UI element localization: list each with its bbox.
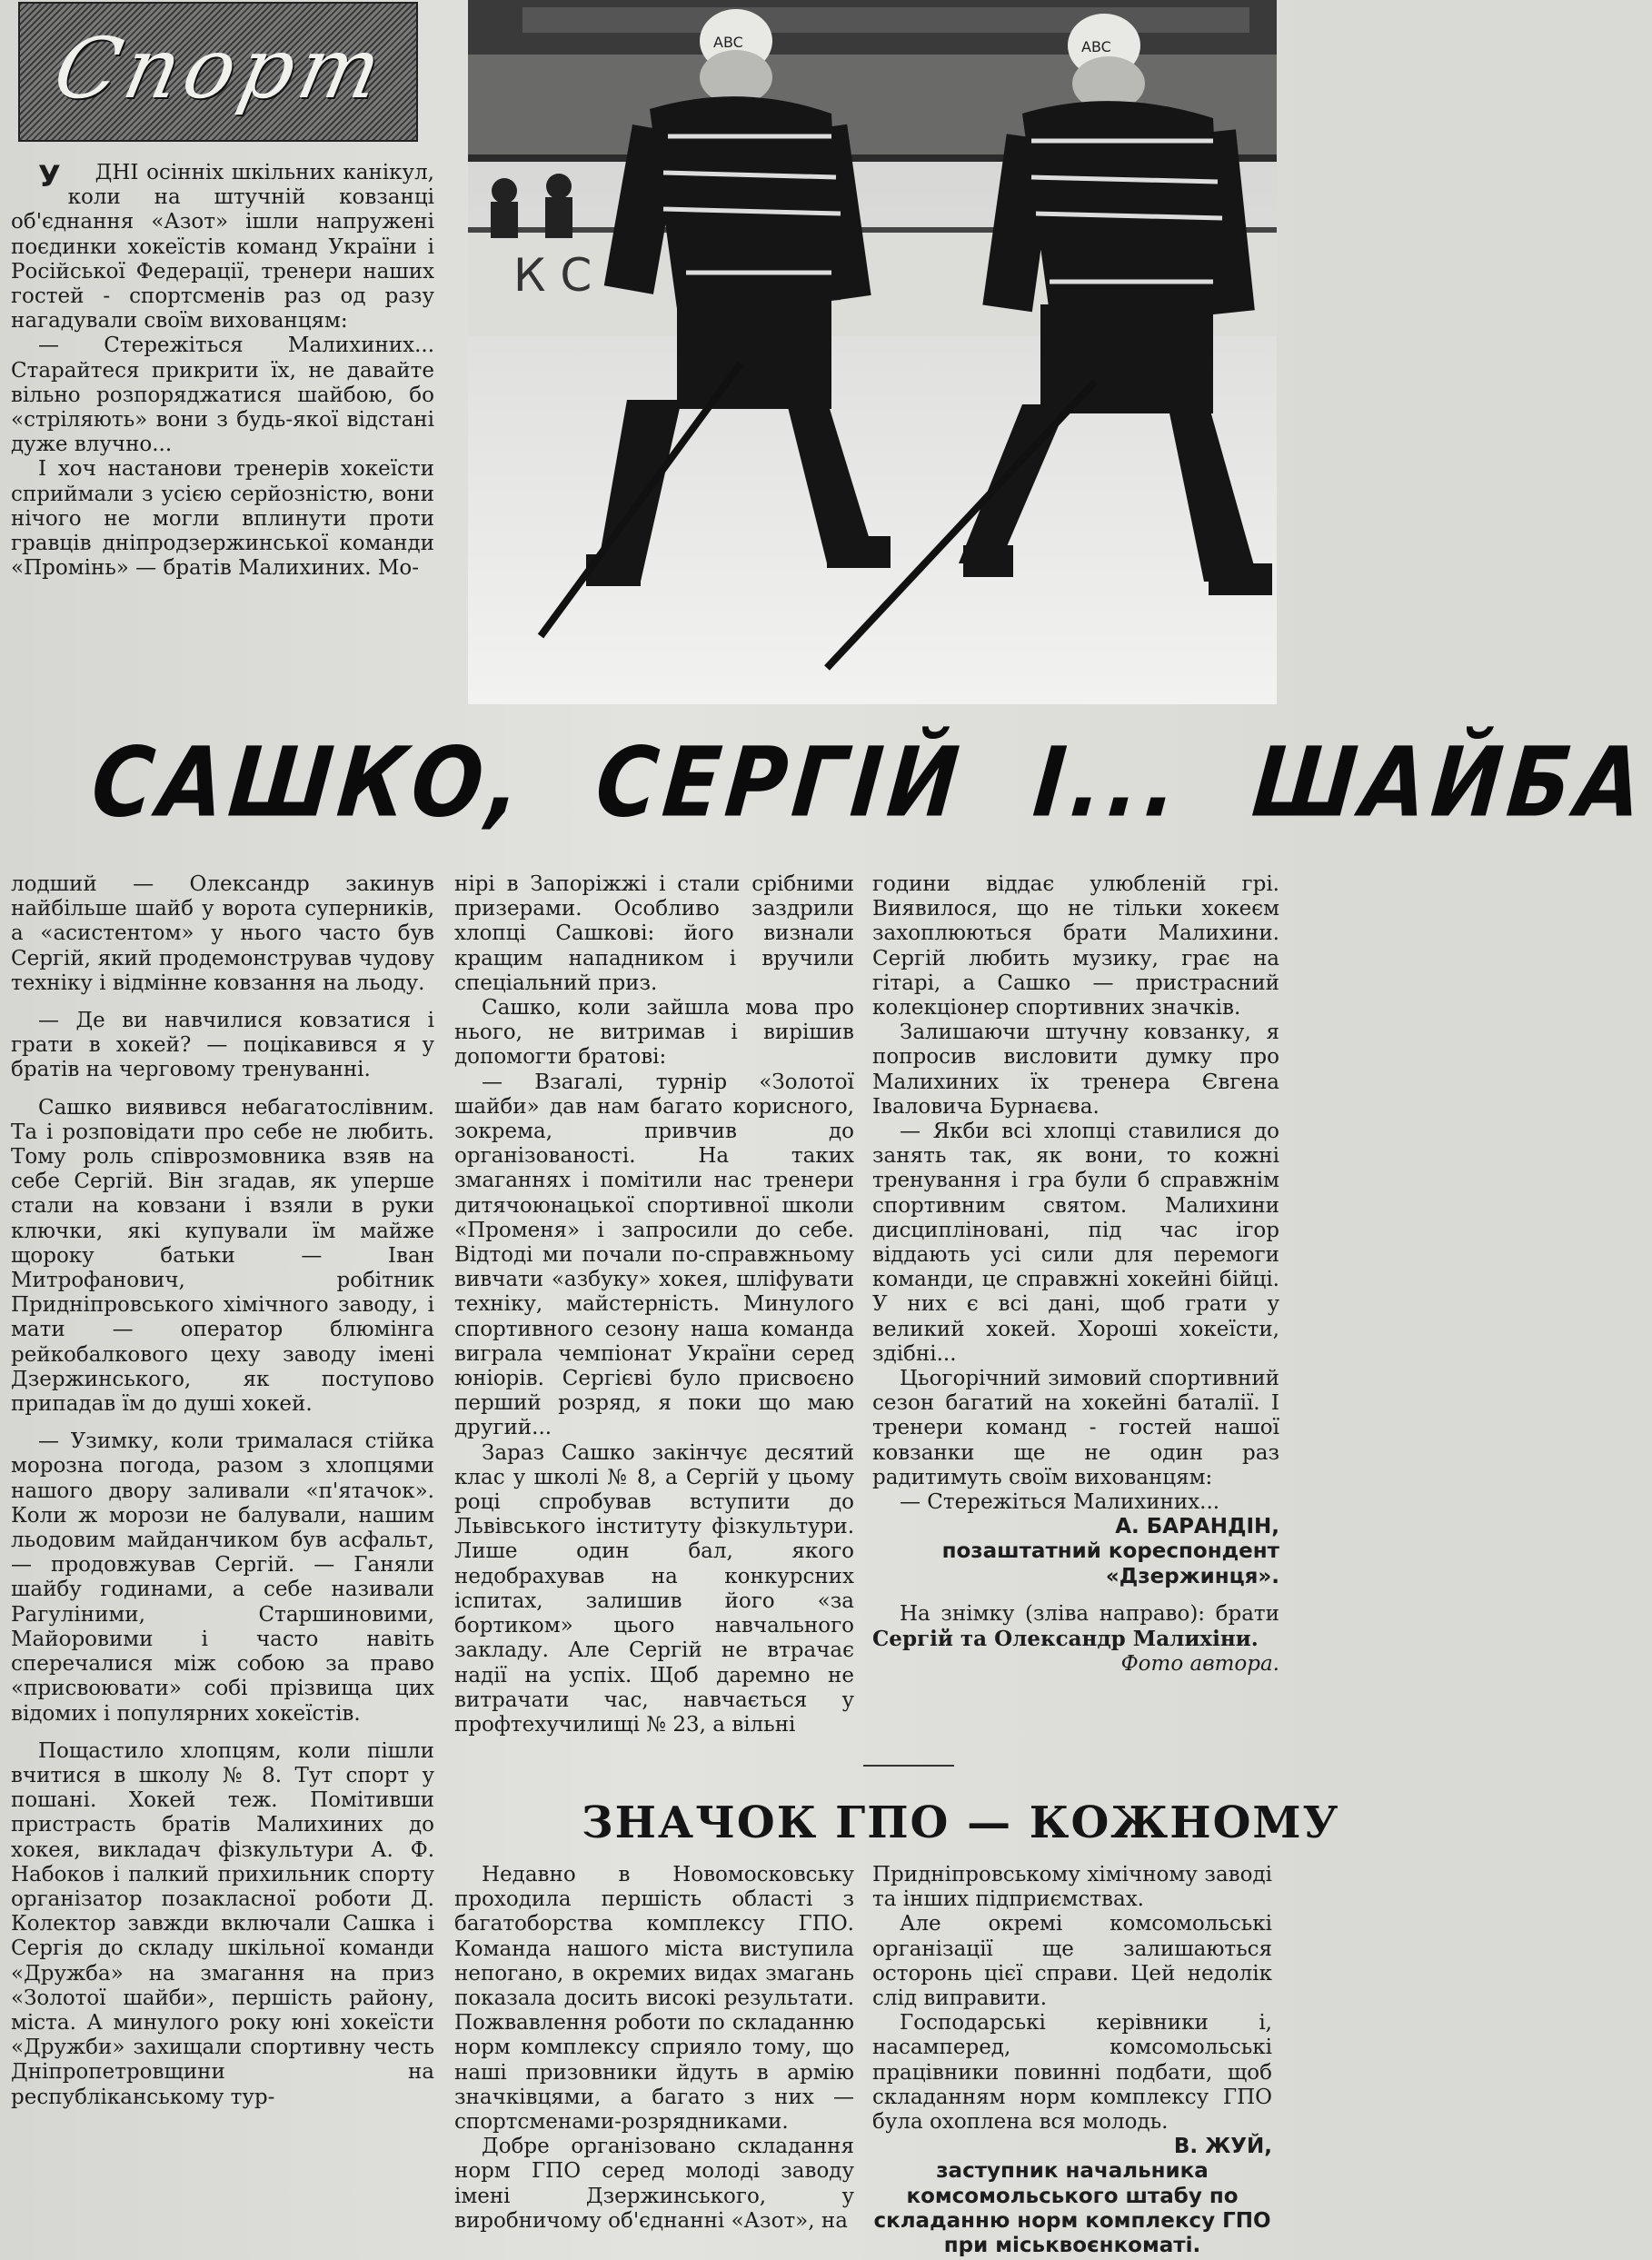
svg-text:К С: К С [513,249,592,302]
col2-paragraph-3: — Взагалі, турнір «Золотої шайби» дав нам багато корисного, зокрема, привчив до організованості. На таких змаганнях і помітили нас тренери дитячоюнацької спортивної школи «Променя» і запросили до себе. Відтоді ми почали по-справжньому вивчати «азбуку» хокея, шліфувати техніку, майстерність. Минулого спортивного сезону наша команда виграла чемпіонат України серед юніорів. Сергієві було присвоєно перший розряд, я поки що маю другий... [454,1070,854,1440]
col3-paragraph-4: Цьогорічний зимовий спортивний сезон багатий на хокейні баталії. І тренери команд - гостей нашої ковзанки ще не один раз радитимуть своїм вихованцям: [872,1367,1279,1489]
col1-paragraph-4: — Узимку, коли трималася стійка морозна погода, разом з хлопцями нашого двору заливали «п'ятачок». Коли ж морози не балували, нашим льодовим майданчиком був асфальт, — продовжував Сергій. — Ганяли шайбу годинами, а себе називали Рагуліними, Старшиновими, Майоровими і часто навіть сперечалися між собою за право «присвоювати» собі прізвища цих відомих і популярних хокеїстів. [11,1429,434,1726]
photo-illustration [468,0,1277,704]
svg-text:ABC: ABC [1081,38,1111,55]
article2-author-name: В. ЖУЙ, [1173,2135,1272,2159]
col1-paragraph-3: Сашко виявився небагатослівним. Та і розповідати про себе не любить. Тому роль співрозмовника взяв на себе Сергій. Він згадав, як уперше стали на ковзани і взяли в руки ключки, які купували їм майже щороку батьки — Іван Митрофанович, робітник Придніпровського хімічного заводу, і мати — оператор блюмінга рейкобалкового цеху заводу імені Дзержинського, як поступово припадав їм до душі хокей. [11,1095,434,1417]
photo-credit: Фото автора. [1120,1652,1279,1677]
col2-paragraph-1: нірі в Запоріжжі і стали срібними призерами. Особливо заздрили хлопці Сашкові: його визнали кращим нападником і вручили спеціальний приз. [454,872,854,995]
divider-rule [863,1765,954,1767]
caption-names: Сергій та Олександр Малихіни. [872,1627,1259,1652]
article-headline: САШКО, СЕРГІЙ І... ШАЙБА [87,726,1652,839]
intro-paragraph-1 [11,161,434,334]
col3-paragraph-1: години віддає улюбленій грі. Виявилося, що не тільки хокеєм захоплюються брати Малихини. Сергій любить музику, грає на гітарі, а Сашко — пристрасний колекціонер спортивних значків. [872,872,1279,1020]
caption-text: На знімку (зліва направо): брати [900,1601,1279,1626]
section-title-box [18,2,418,142]
article-column-1 [11,872,434,2110]
intro-column [11,161,434,581]
article2-paragraph-4: Але окремі комсомольські організації ще залишаються осторонь цієї справи. Цей недолік слід виправити. [872,1912,1272,2011]
intro-paragraph-3: І хоч настанови тренерів хокеїсти сприймали з усією серйозністю, вони нічого не могли вплинути проти гравців дніпродзержинської команди «Промінь» — братів Малихиних. Мо- [11,457,434,581]
article2-headline: ЗНАЧОК ГПО — КОЖНОМУ [582,1797,1340,1848]
col1-paragraph-1: лодший — Олександр закинув найбільше шайб у ворота суперників, а «асистентом» у нього часто був Сергій, який продемонстрував чудову техніку і відмінне ковзання на льоду. [11,872,434,995]
article2-author-role: заступник начальника комсомольського штабу по складанню норм комплексу ГПО при міськвоєнкоматі. [873,2159,1271,2258]
article2-paragraph-1: Недавно в Новомосковську проходила першість області з багатоборства комплексу ГПО. Команда нашого міста виступила непогано, в окремих видах змагань показала досить високі результати. Пожвавлення роботи по складанню норм комплексу сприяло тому, що наші призовники йдуть в армію значківцями, а багато з них — спортсменами-розрядниками. [454,1863,854,2135]
col1-paragraph-5: Пощастило хлопцям, коли пішли вчитися в школу № 8. Тут спорт у пошані. Хокей теж. Помітивши пристрасть братів Малихиних до хокея, викладач фізкультури А. Ф. Набоков і палкий прихильник спорту організатор позакласної роботи Д. Колектор завжди включали Сашка і Сергія до складу шкільної команди «Дружба» на змагання на приз «Золотої шайби», першість району, міста. А минулого року юні хокеїсти «Дружби» захищали спортивну честь Дніпропетровщини на республіканському тур- [11,1738,434,2109]
col3-paragraph-2: Залишаючи штучну ковзанку, я попросив висловити думку про Малихиних їх тренера Євгена Іваловича Бурнаєва. [872,1020,1279,1119]
col3-paragraph-5: — Стережіться Малихиних... [900,1490,1220,1515]
author-name: А. БАРАНДІН, [1115,1515,1279,1539]
section-title: Спорт [45,20,395,117]
dropcap: У [38,159,61,194]
author-role: позаштатний кореспондент «Дзержинця». [941,1539,1279,1588]
article2-column-left [454,1863,854,2234]
article-column-2 [454,872,854,1737]
photo-caption [872,1602,1279,1652]
col1-paragraph-2: — Де ви навчилися ковзатися і грати в хокей? — поцікавився я у братів на черговому тренуванні. [11,1009,434,1082]
article2-paragraph-3: Придніпровському хімічному заводі та інших підприємствах. [872,1863,1272,1912]
article2-paragraph-5: Господарські керівники і, насамперед, комсомольські працівники повинні подбати, щоб складанням норм комплексу ГПО була охоплена вся молодь. [872,2011,1272,2135]
svg-text:ABC: ABC [713,34,743,51]
hockey-players-photo [468,0,1277,704]
intro-text-1: ДНІ осінніх шкільних канікул, коли на штучній ковзанці об'єднання «Азот» ішли напружені поєдинки хокеїстів команд України і Російської Федерації, тренери наших гостей - спортсменів раз од разу нагадували своїм вихованцям: [11,161,434,334]
intro-paragraph-2: — Стережіться Малихиних... Старайтеся прикрити їх, не давайте вільно розпоряджатися шайбою, бо «стріляють» вони з будь-якої відстані дуже влучно... [11,334,434,457]
article-column-3 [872,872,1279,1678]
col2-paragraph-2: Сашко, коли зайшла мова про нього, не витримав і вирішив допомогти братові: [454,996,854,1070]
col3-paragraph-3: — Якби всі хлопці ставилися до занять так, як вони, то кожні тренування і гра були б справжнім спортивним святом. Малихини дисципліновані, під час ігор віддають усі сили для перемоги команди, це справжні хокейні бійці. У них є всі дані, щоб грати у великий хокей. Хороші хокеїсти, здібні... [872,1120,1279,1366]
col2-paragraph-4: Зараз Сашко закінчує десятий клас у школі № 8, а Сергій у цьому році спробував вступити до Львівського інституту фізкультури. Лише один бал, якого недобрахував на конкурсних іспитах, залишив його «за бортиком» цього навчального закладу. Але Сергій не втрачає надії на успіх. Щоб даремно не витрачати час, навчається у профтехучилищі № 23, а вільні [454,1440,854,1737]
article2-column-right [872,1863,1272,2258]
article2-paragraph-2: Добре організовано складання норм ГПО серед молоді заводу імені Дзержинського, у виробничому об'єднанні «Азот», на [454,2135,854,2233]
